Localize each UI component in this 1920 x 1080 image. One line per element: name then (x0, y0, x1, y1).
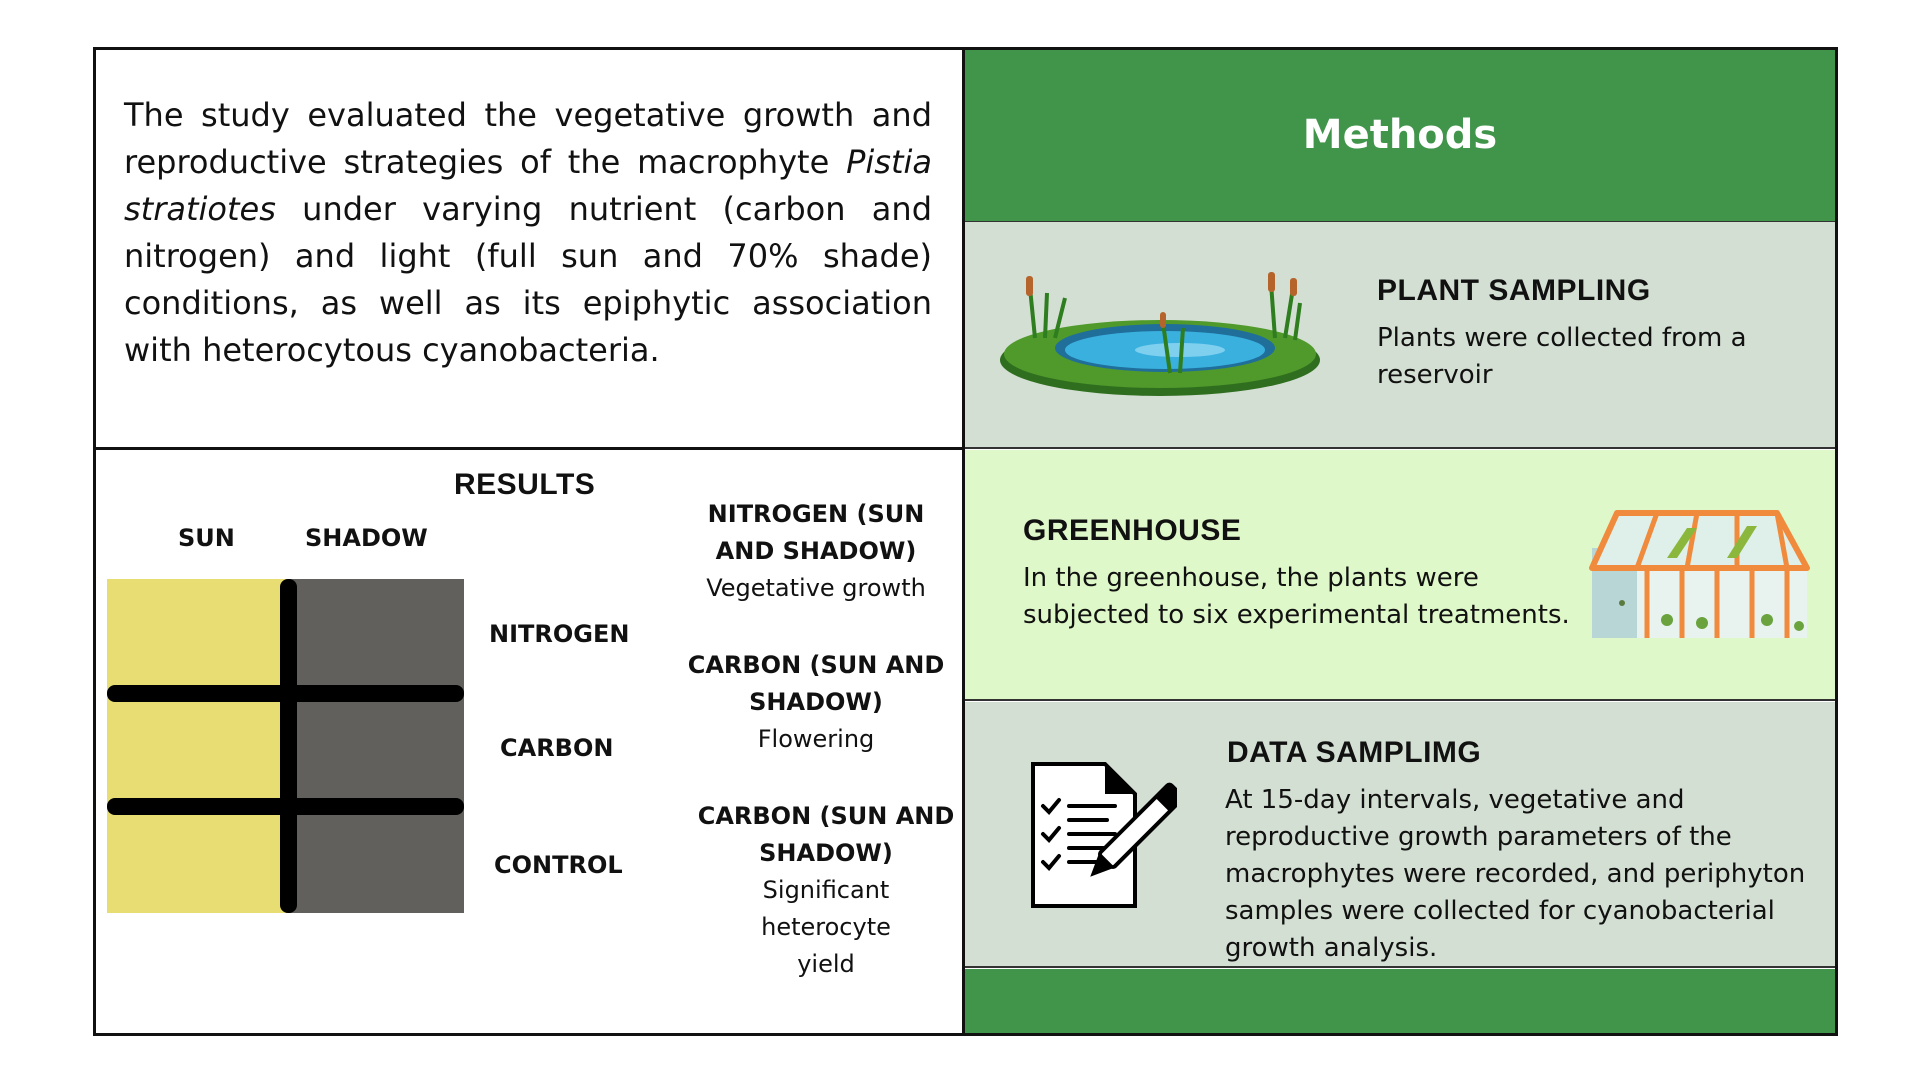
finding-heading: CARBON (SUN AND SHADOW) (697, 802, 955, 867)
column-header-sun: SUN (178, 524, 235, 552)
row-label-control: CONTROL (494, 851, 623, 879)
abstract-part2: under varying nutrient (carbon and nitrogen) and light (full sun and 70% shade) conditions, as well as its epiphytic association with heterocytous cyanobacteria. (124, 190, 932, 369)
finding-heading: NITROGEN (SUN AND SHADOW) (707, 500, 925, 565)
results-title: RESULTS (454, 468, 596, 501)
abstract-text (124, 92, 932, 374)
step-text: At 15-day intervals, vegetative and reproductive growth parameters of the macrophytes were recorded, and periphyton samples were collected for cyanobacterial growth analysis. (1225, 785, 1806, 963)
finding-carbon-flowering (686, 647, 946, 758)
abstract-part1: The study evaluated the vegetative growth and reproductive strategies of the macrophyte (124, 96, 932, 181)
step-title: GREENHOUSE (1023, 514, 1242, 547)
finding-heading: CARBON (SUN AND SHADOW) (687, 651, 945, 716)
finding-nitrogen (686, 496, 946, 607)
step-title: DATA SAMPLIMG (1227, 736, 1482, 769)
step-text: Plants were collected from a reservoir (1377, 323, 1747, 390)
row-label-nitrogen: NITROGEN (489, 620, 630, 648)
row-label-carbon: CARBON (500, 734, 614, 762)
grid-vertical-bar (280, 579, 297, 913)
pond-icon (995, 268, 1325, 398)
method-greenhouse (965, 450, 1835, 701)
footer-band (965, 969, 1835, 1033)
finding-text: Flowering (757, 725, 875, 753)
method-data-sampling (965, 702, 1835, 968)
finding-text: Significant heterocyte yield (761, 876, 891, 978)
grid-horizontal-bar (107, 685, 464, 702)
method-plant-sampling (965, 222, 1835, 449)
greenhouse-icon (1577, 508, 1813, 640)
species-name: Pistia stratiotes (124, 143, 932, 228)
column-header-shadow: SHADOW (305, 524, 428, 552)
row-divider (93, 447, 965, 450)
checklist-pen-icon (1027, 760, 1177, 910)
shadow-column-swatch (288, 579, 464, 913)
sun-column-swatch (107, 579, 288, 913)
finding-carbon-heterocyte (696, 798, 956, 983)
grid-horizontal-bar (107, 798, 464, 815)
step-title: PLANT SAMPLING (1377, 274, 1651, 307)
step-text: In the greenhouse, the plants were subjected to six experimental treatments. (1023, 563, 1570, 630)
methods-header (965, 50, 1835, 223)
methods-title: Methods (1302, 112, 1498, 158)
finding-text: Vegetative growth (706, 574, 926, 602)
